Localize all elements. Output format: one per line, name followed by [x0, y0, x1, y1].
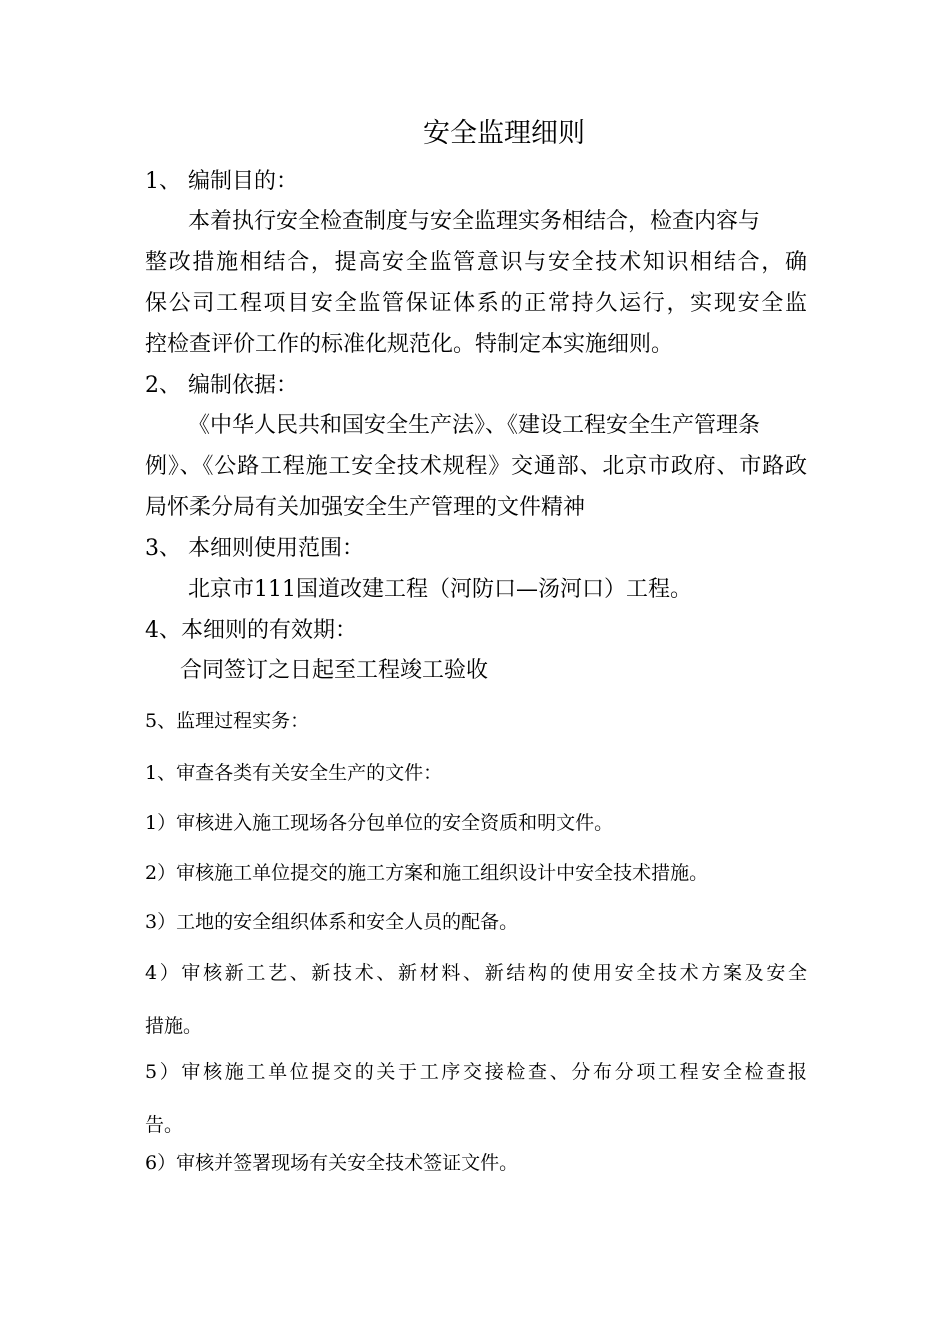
list-item: 1）审核进入施工现场各分包单位的安全资质和明文件。: [145, 812, 614, 834]
section-3-heading: 3、 本细则使用范围：: [145, 536, 364, 561]
paragraph-line: 北京市111国道改建工程（河防口—汤河口）工程。: [188, 577, 692, 602]
paragraph-line: 《中华人民共和国安全生产法》、《建设工程安全生产管理条: [188, 413, 761, 438]
section-5-heading: 5、监理过程实务：: [145, 710, 310, 732]
paragraph-line: 例》、《公路工程施工安全技术规程》交通部、北京市政府、市路政: [145, 454, 807, 479]
list-item: 6）审核并签署现场有关安全技术签证文件。: [145, 1152, 519, 1174]
section-4-heading: 4、本细则的有效期：: [145, 618, 357, 643]
paragraph-line: 控检查评价工作的标准化规范化。特制定本实施细则。: [145, 332, 674, 357]
paragraph-line: 整改措施相结合，提高安全监管意识与安全技术知识相结合，确: [145, 250, 807, 275]
subsection-heading: 1、审查各类有关安全生产的文件：: [145, 762, 443, 784]
list-item: 3）工地的安全组织体系和安全人员的配备。: [145, 911, 519, 933]
paragraph-line: 局怀柔分局有关加强安全生产管理的文件精神: [145, 495, 586, 520]
section-1-heading: 1、 编制目的：: [145, 169, 298, 194]
list-item-continuation: 措施。: [145, 1015, 203, 1037]
list-item: 2）审核施工单位提交的施工方案和施工组织设计中安全技术措施。: [145, 862, 709, 884]
paragraph-line: 保公司工程项目安全监管保证体系的正常持久运行，实现安全监: [145, 291, 807, 316]
list-item-continuation: 告。: [145, 1114, 184, 1136]
document-title: 安全监理细则: [423, 118, 585, 149]
list-item: 4）审核新工艺、新技术、新材料、新结构的使用安全技术方案及安全: [145, 962, 807, 984]
list-item: 5）审核施工单位提交的关于工序交接检查、分布分项工程安全检查报: [145, 1061, 807, 1083]
paragraph-line: 合同签订之日起至工程竣工验收: [180, 658, 489, 683]
section-2-heading: 2、 编制依据：: [145, 373, 298, 398]
paragraph-line: 本着执行安全检查制度与安全监理实务相结合，检查内容与: [188, 209, 761, 234]
